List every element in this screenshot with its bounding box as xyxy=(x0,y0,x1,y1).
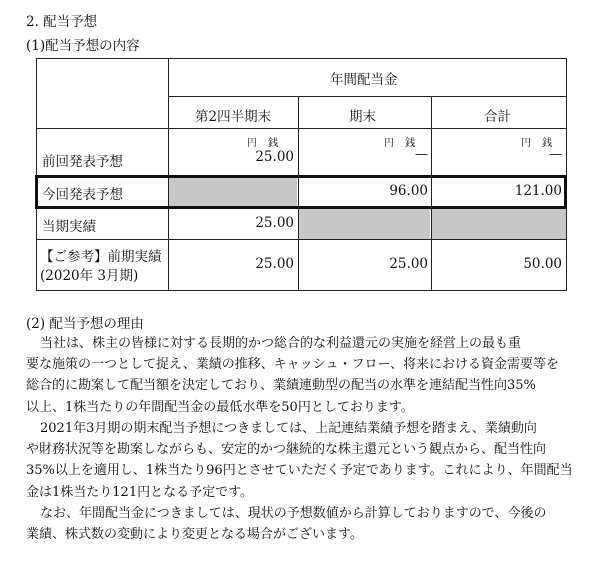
text-line: 業績、株式数の変動により変更となる場合がございます。 xyxy=(26,527,363,543)
gray-cell xyxy=(432,208,566,239)
text-line: 2021年3月期の期末配当予想につきましては、上記連結業績予想を踏まえ、業績動向 xyxy=(40,421,537,436)
reason-paragraph-1 xyxy=(26,333,586,418)
cell-value: 25.00 xyxy=(255,256,294,272)
text-line: 要な施策の一つとして捉え、業績の推移、キャッシュ・フロー、将来における資金需要等を xyxy=(26,357,560,373)
text-line: 金は1株当たり121円となる予定です。 xyxy=(26,484,254,500)
cell-value: — xyxy=(549,147,562,162)
cell-value: 50.00 xyxy=(523,256,562,272)
row-label: 前回発表予想 xyxy=(42,154,123,170)
reason-paragraph-2 xyxy=(26,418,586,503)
row-label: 【ご参考】前期実績 xyxy=(40,249,162,265)
unit-label: 円 銭 xyxy=(521,138,557,149)
row-label: 今回発表予想 xyxy=(42,187,123,203)
reason-paragraph-3 xyxy=(26,503,586,545)
subsection-title-content: (1)配当予想の内容 xyxy=(26,38,140,54)
unit-label: 円 銭 xyxy=(384,138,420,149)
cell-value: 25.00 xyxy=(255,149,294,165)
cell-value: 25.00 xyxy=(389,256,428,272)
column-header-year-end: 期末 xyxy=(349,109,376,125)
text-line: 当社は、株主の皆様に対する長期的かつ総合的な利益還元の実施を経営上の最も重 xyxy=(40,336,522,351)
cell-value: — xyxy=(415,147,428,162)
column-header-total: 合計 xyxy=(484,109,511,125)
row-label: 当期実績 xyxy=(42,219,96,235)
cell-value: 96.00 xyxy=(389,183,428,199)
subsection-title-reason: (2) 配当予想の理由 xyxy=(26,316,144,332)
text-line: なお、年間配当金につきましては、現状の予想数値から計算しておりますので、今後の xyxy=(40,506,547,521)
group-header: 年間配当金 xyxy=(330,72,398,88)
unit-label: 円 銭 xyxy=(247,138,283,149)
gray-cell xyxy=(299,208,430,239)
row-label-sub: (2020年 3月期) xyxy=(40,268,139,284)
text-line: や財務状況等を勘案しながらも、安定的かつ継続的な株主還元という観点から、配当性向 xyxy=(26,442,547,458)
text-line: 総合的に勘案して配当額を決定しており、業績連動型の配当の水準を連結配当性向35% xyxy=(26,378,536,394)
column-header-q2: 第2四半期末 xyxy=(195,109,272,125)
text-line: 35%以上を適用し、1株当たり96円とさせていただく予定であります。これにより、年間配当 xyxy=(26,463,573,479)
cell-value: 121.00 xyxy=(514,183,562,199)
section-title: 2. 配当予想 xyxy=(26,14,98,30)
text-line: 以上、1株当たりの年間配当金の最低水準を50円としております。 xyxy=(26,399,414,415)
cell-value: 25.00 xyxy=(255,215,294,231)
